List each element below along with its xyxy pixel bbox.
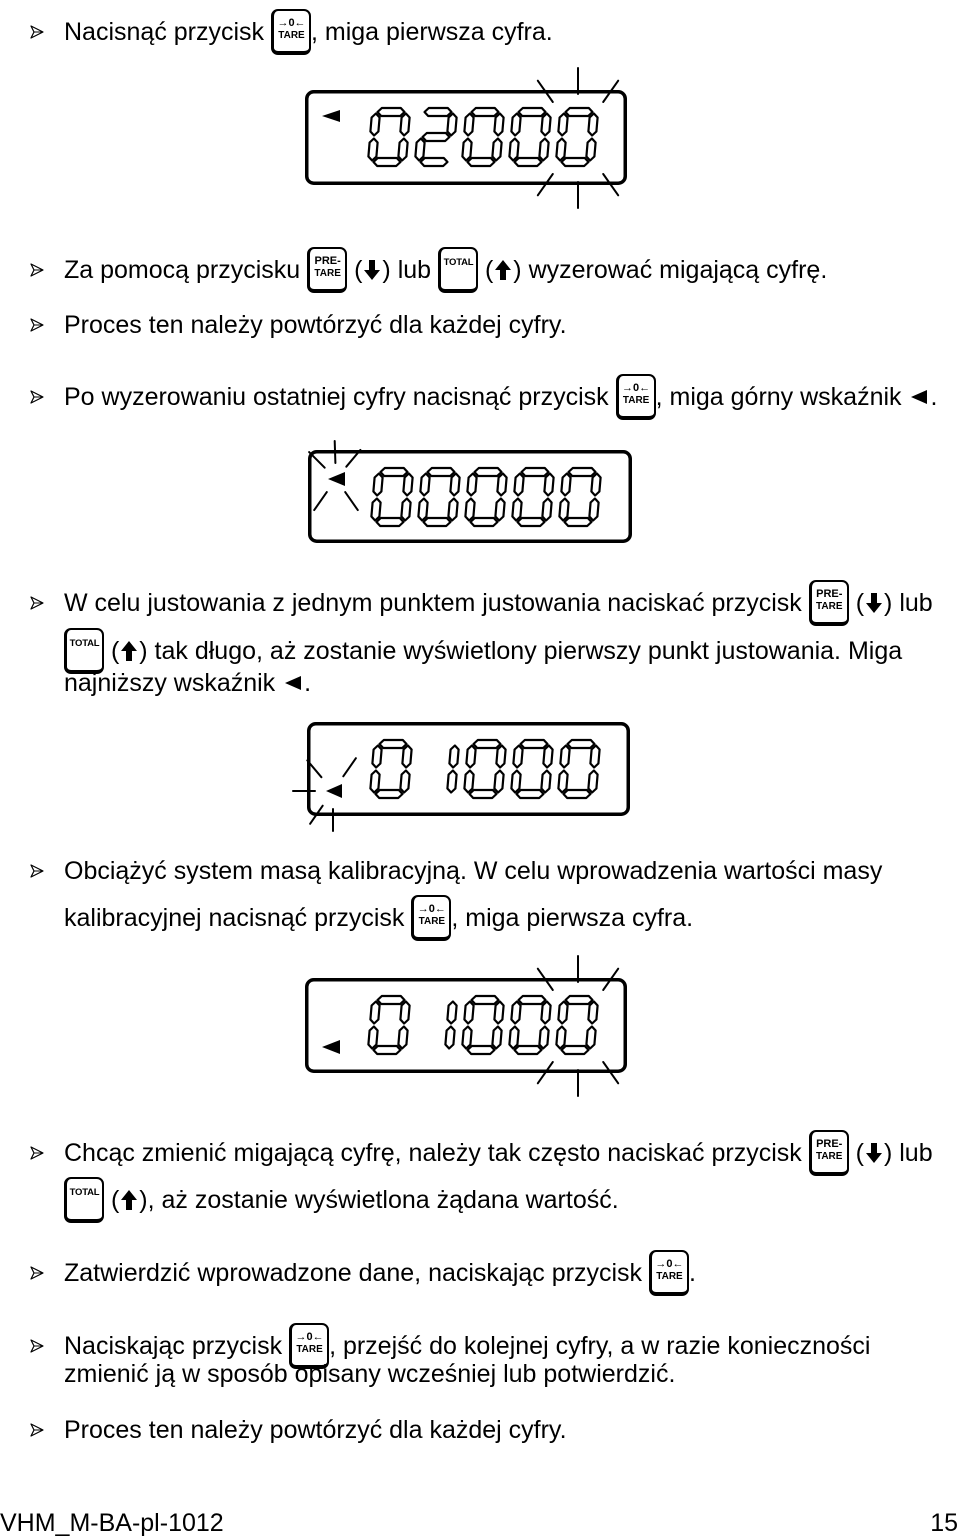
lcd-digit-segment — [464, 771, 473, 793]
lcd-digit-segment — [380, 740, 407, 748]
lcd-digit-segment — [370, 771, 379, 793]
lcd-digit-segment — [559, 499, 568, 521]
lcd-digit-segment — [378, 108, 405, 116]
lcd-digit-segment — [466, 746, 475, 768]
lcd-digit-segment — [542, 499, 551, 521]
step-text: ( — [104, 637, 120, 665]
step-5-line-1 — [30, 588, 933, 618]
lcd-digit-segment — [568, 740, 595, 748]
lcd-digit-segment — [513, 746, 522, 768]
key-label: TOTAL — [69, 638, 100, 649]
step-text: zmienić ją w sposób opisany wcześniej lub potwierdzić. — [64, 1360, 676, 1388]
lcd-digit-segment — [492, 139, 501, 161]
lcd-digit-segment — [424, 518, 451, 526]
lcd-digit-segment — [509, 139, 518, 161]
step-text: . — [688, 1259, 696, 1287]
step-text: ) lub — [883, 1139, 933, 1167]
lcd-digit-segment — [421, 158, 448, 166]
key-label: TARE — [816, 601, 843, 612]
step-text: Proces ten należy powtórzyć dla każdej cyfry. — [64, 311, 567, 339]
key-label: TARE — [815, 1151, 843, 1162]
bullet-arrow-icon — [30, 263, 44, 277]
step-text: Zatwierdzić wprowadzone dane, naciskając przycisk — [64, 1259, 649, 1287]
step-5-line-2 — [64, 636, 902, 666]
lcd-digit-segment — [561, 474, 570, 496]
step-9-line-1 — [30, 1331, 870, 1361]
key-label: TARE — [622, 395, 650, 406]
lcd-digit-segment — [376, 790, 403, 798]
lcd-digit-segment — [462, 139, 471, 161]
step-text: . — [304, 669, 312, 697]
lcd-digit-segment — [539, 1027, 548, 1049]
bullet-arrow-icon — [30, 25, 44, 39]
lcd-digit-segment — [467, 474, 476, 496]
lcd-digit-segment — [398, 139, 407, 161]
step-text: najniższy wskaźnik — [64, 669, 283, 697]
lcd-digit-segment — [541, 1002, 550, 1024]
lcd-digit-segment — [472, 108, 499, 116]
key-label: →0← — [417, 903, 446, 915]
lcd-digit-segment — [371, 499, 380, 521]
lcd-digit-segment — [377, 518, 404, 526]
lcd-digit-segment — [519, 996, 546, 1004]
bullet-arrow-icon — [30, 1339, 44, 1353]
tare-key-icon — [411, 895, 451, 941]
lcd-digit-segment — [588, 114, 597, 136]
lcd-display — [305, 90, 627, 185]
lcd-digit-segment — [400, 1002, 409, 1024]
lcd-digit-segment — [495, 499, 504, 521]
arrow-down-icon — [865, 1142, 883, 1164]
lcd-digit-segment — [556, 1027, 565, 1049]
lcd-digit-segment — [378, 996, 405, 1004]
lcd-digit-segment — [428, 468, 455, 476]
lcd-digit-segment — [462, 1027, 471, 1049]
lcd-digit-segment — [541, 771, 550, 793]
lcd-digit-segment — [381, 468, 408, 476]
lcd-digit-segment — [494, 1002, 503, 1024]
step-text: W celu justowania z jednym punktem justowania naciskać przycisk — [64, 589, 809, 617]
lcd-digit-segment — [588, 1002, 597, 1024]
lcd-digit-segment — [374, 158, 401, 166]
arrow-up-icon — [120, 1189, 138, 1211]
lcd-digit-segment — [511, 114, 520, 136]
bullet-arrow-icon — [30, 1423, 44, 1437]
tare-key-icon — [616, 374, 656, 420]
key-label: TARE — [278, 30, 305, 41]
pre-tare-key-icon — [809, 580, 849, 626]
step-text: ) wyzerować migającą cyfrę. — [513, 256, 828, 284]
lcd-digit-segment — [515, 158, 542, 166]
lcd-digit-segment — [511, 771, 520, 793]
lcd-frame — [309, 724, 629, 815]
lcd-digit-segment — [420, 474, 429, 496]
lcd-digit-segment — [494, 771, 503, 793]
lcd-digit-segment — [447, 771, 456, 793]
step-7-line-2 — [64, 1185, 619, 1215]
lcd-digit-segment — [403, 474, 412, 496]
step-9-line-2 — [64, 1359, 675, 1389]
lcd-digit-segment — [400, 771, 409, 793]
lcd-digit-segment — [447, 1002, 456, 1024]
lcd-digit-segment — [471, 518, 498, 526]
arrow-down-icon — [363, 259, 381, 281]
lcd-digit-segment — [370, 1002, 379, 1024]
pre-tare-key-icon — [307, 247, 347, 293]
step-1 — [30, 17, 553, 47]
lcd-digit-segment — [474, 740, 501, 748]
lcd-digit-segment — [543, 746, 552, 768]
lcd-digit-segment — [586, 1027, 595, 1049]
lcd-digit-segment — [514, 474, 523, 496]
step-text: , przejść do kolejnej cyfry, a w razie konieczności — [329, 1332, 871, 1360]
lcd-digit-segment — [468, 1046, 495, 1054]
lcd-digit-segment — [518, 518, 545, 526]
lcd-digit-segment — [541, 114, 550, 136]
lcd-digit-segment — [558, 771, 567, 793]
key-label: PRE- — [314, 255, 341, 267]
lcd-digit-segment — [515, 1046, 542, 1054]
lcd-digit-segment — [374, 1046, 401, 1054]
step-text: Za pomocą przycisku — [64, 256, 308, 284]
key-label: TARE — [418, 916, 446, 927]
total-key-icon — [64, 1177, 104, 1223]
lcd-digit-segment — [558, 1002, 567, 1024]
lcd-digit-segment — [569, 468, 596, 476]
tare-key-icon — [649, 1250, 689, 1296]
lcd-digit-segment — [589, 499, 598, 521]
lcd-digit-segment — [511, 1002, 520, 1024]
step-text: ( — [478, 256, 494, 284]
lcd-display — [308, 450, 632, 543]
step-text: Chcąc zmienić migającą cyfrę, należy tak często naciskać przycisk — [64, 1139, 809, 1167]
step-text: Nacisnąć przycisk — [64, 18, 271, 46]
lcd-digit-segment — [556, 139, 565, 161]
arrow-up-icon — [120, 640, 138, 662]
key-label: TOTAL — [69, 1187, 100, 1198]
lcd-digit-segment — [492, 1027, 501, 1049]
key-label: →0← — [295, 1331, 324, 1343]
lcd-digit-segment — [368, 139, 377, 161]
step-text: ( — [848, 589, 865, 617]
bullet-arrow-icon — [30, 1266, 44, 1280]
step-text: ), aż zostanie wyświetlona żądana wartość. — [139, 1186, 619, 1214]
step-5-line-3 — [64, 668, 311, 698]
lcd-digit-segment — [521, 740, 548, 748]
lcd-digit-segment — [370, 114, 379, 136]
lcd-digit-segment — [588, 771, 597, 793]
key-label: PRE- — [816, 588, 843, 600]
step-text: ( — [104, 1186, 120, 1214]
lcd-digit-segment — [400, 114, 409, 136]
step-8 — [30, 1258, 696, 1288]
lcd-digit-segment — [472, 996, 499, 1004]
lcd-digit-segment — [558, 114, 567, 136]
step-6-line-1 — [30, 856, 882, 886]
lcd-digit-segment — [497, 474, 506, 496]
key-label: TARE — [296, 1344, 323, 1355]
blink-ray — [335, 441, 336, 463]
lcd-digit-segment — [475, 468, 502, 476]
lcd-digit-segment — [448, 499, 457, 521]
lcd-digit-segment — [415, 139, 424, 161]
lcd-digit-segment — [539, 139, 548, 161]
lcd-digit-segment — [544, 474, 553, 496]
lcd-digit-segment — [423, 133, 450, 141]
step-text: ( — [347, 256, 363, 284]
step-7-line-1 — [30, 1138, 933, 1168]
lcd-digit-segment — [566, 996, 593, 1004]
key-label: TARE — [656, 1271, 683, 1282]
lcd-digit-segment — [522, 468, 549, 476]
step-4 — [30, 382, 937, 412]
footer-doc-id: VHM_M-BA-pl-1012 — [0, 1509, 224, 1537]
lcd-digit-segment — [562, 1046, 589, 1054]
step-2 — [30, 255, 827, 285]
lcd-digit-segment — [586, 139, 595, 161]
lcd-digit-segment — [464, 1002, 473, 1024]
lcd-digit-segment — [519, 108, 546, 116]
lcd-digit-segment — [566, 108, 593, 116]
lcd-digit-segment — [464, 114, 473, 136]
lcd-digit-segment — [512, 499, 521, 521]
tare-key-icon — [271, 9, 311, 55]
lcd-display — [307, 722, 630, 816]
lcd-frame — [310, 452, 631, 542]
lcd-digit-segment — [398, 1027, 407, 1049]
lcd-digit-segment — [590, 746, 599, 768]
bullet-arrow-icon — [30, 390, 44, 404]
lcd-digit-segment — [591, 474, 600, 496]
lcd-digit-segment — [564, 790, 591, 798]
lcd-digit-segment — [373, 474, 382, 496]
arrow-up-icon — [494, 259, 512, 281]
lcd-digit-segment — [418, 499, 427, 521]
step-text: ) lub — [382, 256, 439, 284]
key-label: TARE — [314, 268, 341, 279]
bullet-arrow-icon — [30, 1146, 44, 1160]
lcd-digit-segment — [402, 746, 411, 768]
step-text: ) lub — [884, 589, 933, 617]
lcd-digit-segment — [565, 518, 592, 526]
bullet-arrow-icon — [30, 864, 44, 878]
step-text: , miga pierwsza cyfra. — [311, 18, 553, 46]
lcd-digit-segment — [445, 1027, 454, 1049]
lcd-digit-segment — [425, 108, 452, 116]
step-text: Naciskając przycisk — [64, 1332, 290, 1360]
lcd-digit-segment — [470, 790, 497, 798]
key-label: PRE- — [816, 1138, 843, 1150]
lcd-digit-segment — [562, 158, 589, 166]
arrow-down-icon — [865, 592, 883, 614]
step-text: kalibracyjnej nacisnąć przycisk — [64, 904, 412, 932]
total-key-icon — [438, 247, 478, 293]
step-text: Po wyzerowaniu ostatniej cyfry nacisnąć przycisk — [64, 383, 616, 411]
step-text: Proces ten należy powtórzyć dla każdej cyfry. — [64, 1416, 567, 1444]
lcd-digit-segment — [509, 1027, 518, 1049]
key-label: →0← — [277, 17, 306, 29]
left-triangle-icon — [910, 389, 928, 405]
key-label: →0← — [622, 382, 651, 394]
lcd-digit-segment — [468, 158, 495, 166]
lcd-digit-segment — [372, 746, 381, 768]
step-6-line-2 — [64, 903, 693, 933]
lcd-frame — [307, 92, 626, 184]
key-label: TOTAL — [443, 257, 474, 268]
key-label: →0← — [655, 1258, 684, 1270]
bullet-arrow-icon — [30, 318, 44, 332]
step-10 — [30, 1415, 567, 1445]
step-3 — [30, 310, 567, 340]
step-text: ) tak długo, aż zostanie wyświetlony pierwszy punkt justowania. Miga — [139, 637, 903, 665]
step-text: ( — [848, 1139, 864, 1167]
step-text: Obciążyć system masą kalibracyjną. W celu wprowadzenia wartości masy — [64, 857, 883, 885]
footer-page-number: 15 — [930, 1509, 958, 1537]
lcd-digit-segment — [465, 499, 474, 521]
lcd-frame — [307, 980, 626, 1072]
step-text: . — [930, 383, 938, 411]
step-text: , miga górny wskaźnik — [655, 383, 909, 411]
lcd-digit-segment — [494, 114, 503, 136]
left-triangle-icon — [284, 675, 302, 691]
lcd-digit-segment — [449, 746, 458, 768]
step-text: , miga pierwsza cyfra. — [451, 904, 694, 932]
lcd-digit-segment — [560, 746, 569, 768]
lcd-digit-segment — [450, 474, 459, 496]
bullet-arrow-icon — [30, 596, 44, 610]
lcd-digit-segment — [517, 790, 544, 798]
lcd-digit-segment — [368, 1027, 377, 1049]
lcd-digit-segment — [401, 499, 410, 521]
pre-tare-key-icon — [809, 1130, 849, 1176]
lcd-display — [305, 978, 627, 1073]
lcd-digit-segment — [496, 746, 505, 768]
lcd-digit-segment — [447, 114, 456, 136]
